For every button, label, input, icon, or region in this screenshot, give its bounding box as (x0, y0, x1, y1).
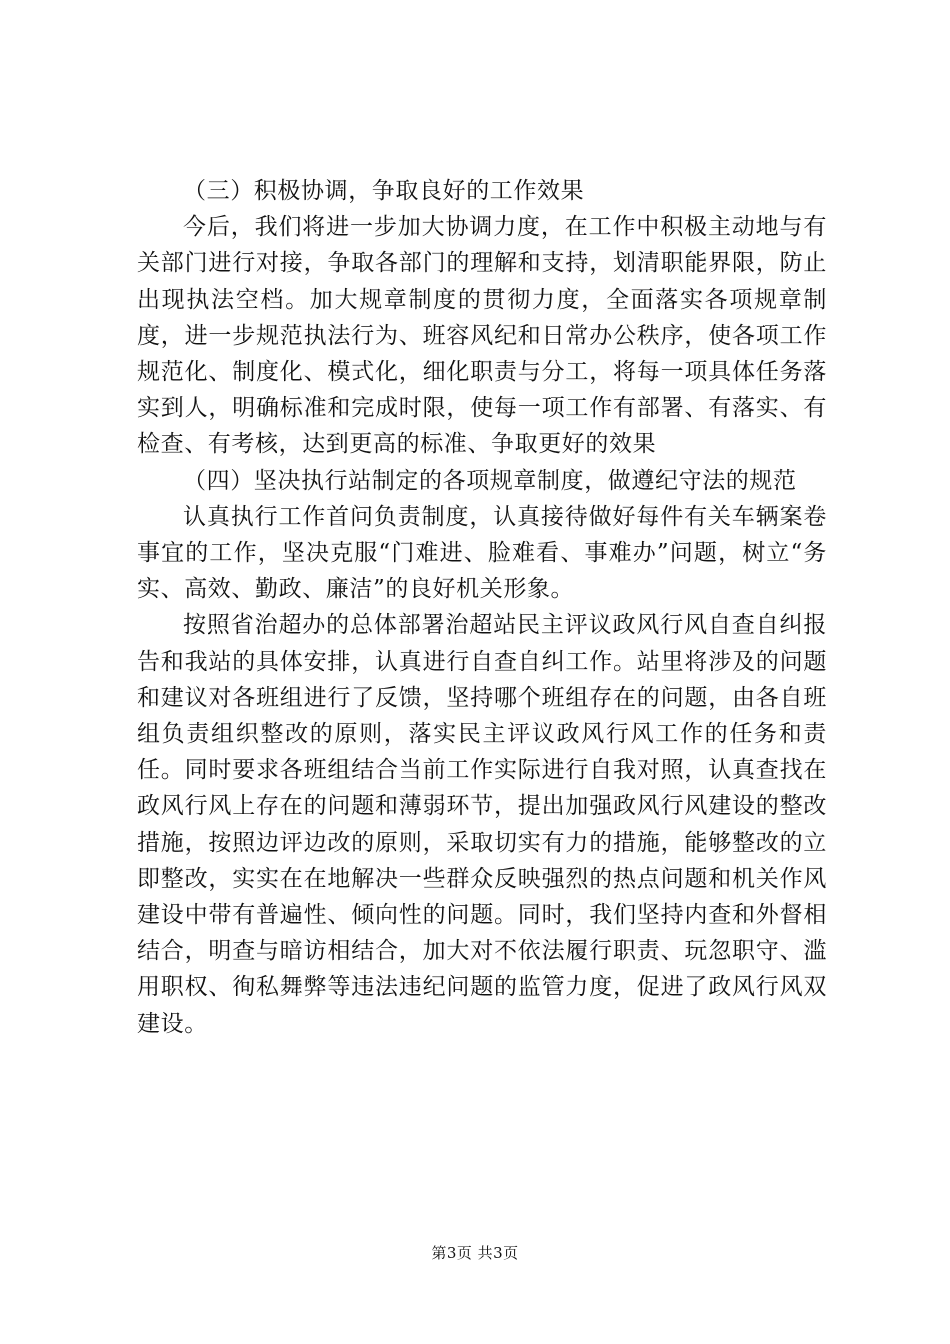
section-heading-4: （四）坚决执行站制定的各项规章制度，做遵纪守法的规范 (183, 467, 797, 494)
section-heading-3: （三）积极协调，争取良好的工作效果 (183, 178, 585, 204)
paragraph-first-inquiry: 认真执行工作首问负责制度，认真接待做好每件有关车辆案卷事宜的工作，坚决克服“门难进、脸难看、事难办”问题，树立“务实、高效、勤政、廉洁”的良好机关形象。 (137, 503, 827, 603)
paragraph-self-inspection: 按照省治超办的总体部署治超站民主评议政风行风自查自纠报告和我站的具体安排，认真进行自查自纠工作。站里将涉及的问题和建议对各班组进行了反馈，坚持哪个班组存在的问题，由各自班组负责组织整改的原则，落实民主评议政风行风工作的任务和责任。同时要求各班组结合当前工作实际进行自我对照，认真查找在政风行风上存在的问题和薄弱环节，提出加强政风行风建设的整改措施，按照边评边改的原则，采取切实有力的措施，能够整改的立即整改，实实在在地解决一些群众反映强烈的热点问题和机关作风建设中带有普遍性、倾向性的问题。同时，我们坚持内查和外督相结合，明查与暗访相结合，加大对不依法履行职责、玩忽职守、滥用职权、徇私舞弊等违法违纪问题的监管力度，促进了政风行风双建设。 (137, 612, 827, 1037)
page-number-label: 第3页 共3页 (431, 1244, 519, 1262)
paragraph-coordination: 今后，我们将进一步加大协调力度，在工作中积极主动地与有关部门进行对接，争取各部门的理解和支持，划清职能界限，防止出现执法空档。加大规章制度的贯彻力度，全面落实各项规章制度，进一步规范执法行为、班容风纪和日常办公秩序，使各项工作规范化、制度化、模式化，细化职责与分工，将每一项具体任务落实到人，明确标准和完成时限，使每一项工作有部署、有落实、有检查、有考核，达到更高的标准、争取更好的效果 (137, 214, 827, 458)
page-footer (0, 1243, 950, 1263)
document-body (137, 173, 827, 1042)
